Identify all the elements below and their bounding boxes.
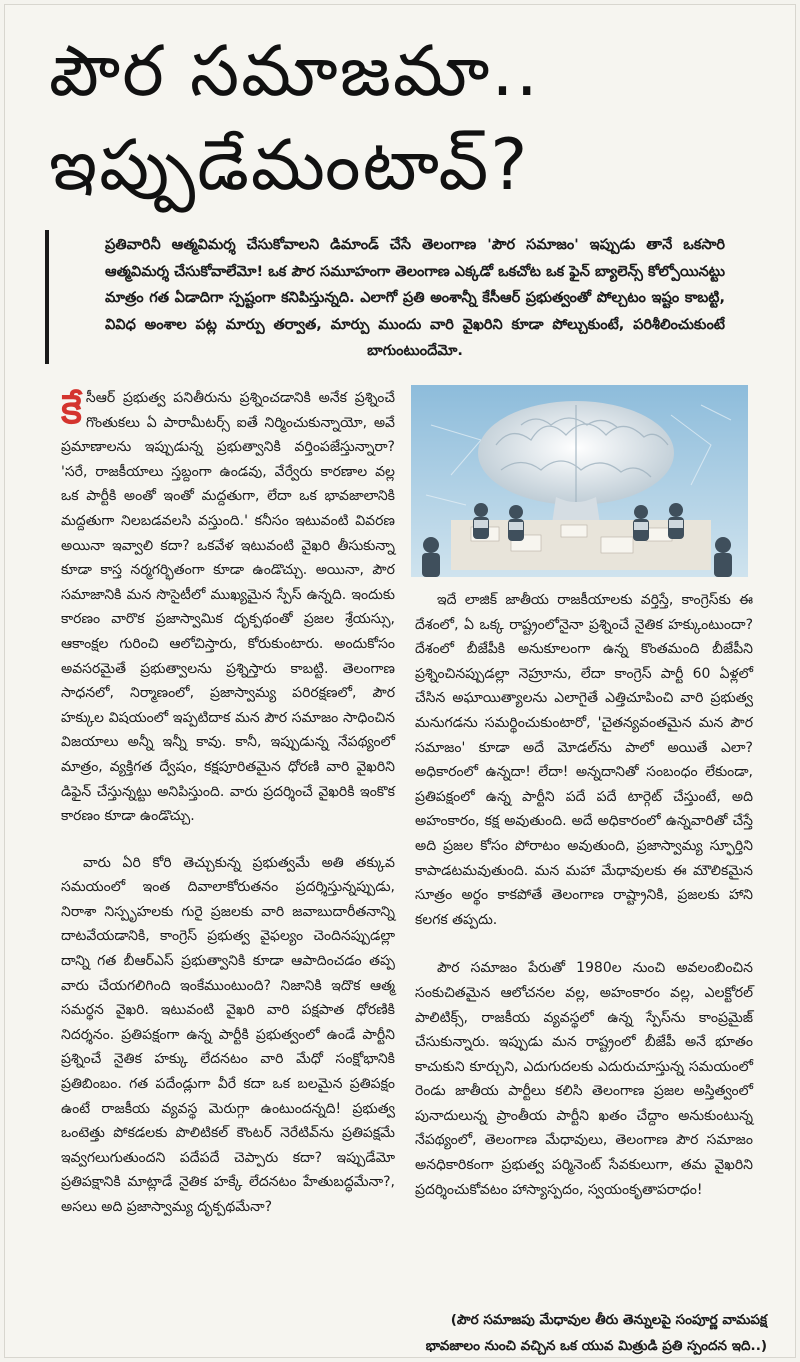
- right-column: [415, 588, 753, 1202]
- drop-cap: కే: [61, 387, 82, 433]
- newspaper-page: [4, 4, 796, 1358]
- intro-text: ప్రతివారినీ ఆత్మవిమర్శ చేసుకోవాలని డిమాండ్ చేసే తెలంగాణ 'పౌర సమాజం' ఇప్పుడు తానే ఒకసారి ఆత్మవిమర్శ చేసుకోవాలేమో! ఒక పౌర సమూహంగా తెలంగాణ ఎక్కడో ఒకచోట ఒక ఫైన్ బ్యాలెన్స్ కోల్పోయినట్టు మాత్రం గత ఏడాదిగా స్పష్టంగా కనిపిస్తున్నది. ఎలాగో ప్రతి అంశాన్నీ కేసీఆర్ ప్రభుత్వంతో పోల్చటం ఇష్టం కాబట్టి, వివిధ అంశాల పట్ల మార్పు తర్వాత, మార్పు ముందు వారి వైఖరిని కూడా పోల్చుకుంటే, పరిశీలించుకుంటే బాగుంటుందేమో.: [105, 237, 725, 359]
- article-photo: [411, 385, 748, 577]
- right-paragraph-2: [415, 956, 753, 1202]
- left-paragraph-2-text: వారు ఏరి కోరి తెచ్చుకున్న ప్రభుత్వమే అతి తక్కువ సమయంలో ఇంత దివాలాకోరుతనం ప్రదర్శిస్తున్నప్పుడు, నిరాశా నిస్పృహలకు గురై ప్రజలకు వారి జవాబుదారీతనాన్ని దాటవేయడానికి, కాంగ్రెస్ ప్రభుత్వ వైఫల్యం చెందినప్పుడల్లా దాన్ని గత బీఆర్ఎస్ ప్రభుత్వానికి కూడా ఆపాదించడం తప్ప వారు చేయగలిగింది ఇంకేముంటుంది? నిజానికి ఇదొక ఆత్మ సమర్థన వైఖరి. ఇటువంటి వైఖరి వారి పక్షపాత ధోరణికి నిదర్శనం. ప్రతిపక్షంగా ఉన్న పార్టీకి ప్రభుత్వంలో ఉండే పార్టీని ప్రశ్నించే నైతిక హక్కు లేదనటం వారి మేధో సంక్షోభానికి ప్రతిబింబం. గత పదేండ్లుగా వీరే కదా ఒక బలమైన ప్రతిపక్షం ఉంటే రాజకీయ వ్యవస్థ మెరుగ్గా ఉంటుందన్నది! ప్రభుత్వ ఒంటెత్తు పోకడలకు పొలిటికల్ కౌంటర్ నెరేటివ్‌ను ప్రతిపక్షమే ఇవ్వగలుగుతుందని పదేపదే చెప్పారు కదా? ఇప్పుడేమో ప్రతిపక్షానికి మాట్లాడే నైతిక హక్కే లేదనటం హేతుబద్ధమేనా?, అసలు అది ప్రజాస్వామ్య దృక్పథమేనా?: [61, 854, 395, 1215]
- intro-accent-bar: [45, 230, 49, 364]
- headline-line-2: ఇప్పుడేమంటావ్?: [49, 124, 530, 206]
- left-paragraph-1: [61, 386, 395, 829]
- right-paragraph-1: [415, 588, 753, 932]
- headline-line-1: పౌర సమాజమా..: [49, 30, 540, 112]
- right-paragraph-1-text: ఇదే లాజిక్ జాతీయ రాజకీయాలకు వర్తిస్తే, కాంగ్రెస్‌కు ఈ దేశంలో, ఏ ఒక్క రాష్ట్రంలోనైనా ప్రశ్నించే నైతిక హక్కుంటుందా? దేశంలో బీజేపీకి అనుకూలంగా ఉన్న కొంతమంది బీజేపీని ప్రశ్నించినప్పుడల్లా నెహ్రూను, లేదా కాంగ్రెస్ పార్టీ 60 ఏళ్లలో చేసిన అఘాయిత్యాలను ఎలాగైతే ఎత్తిచూపించి వారి ప్రభుత్వ మనుగడను సమర్థించుకుంటారో, 'చైతన్యవంతమైన మన పౌర సమాజం' కూడా అదే మోడల్‌ను పాలో అయితే ఎలా? అధికారంలో ఉన్నదా! లేదా! అన్నదానితో సంబంధం లేకుండా, ప్రతిపక్షంలో ఉన్న పార్టీని పదే పదే టార్గెట్ చేస్తుంటే, అది అహంకారం, కక్ష అవుతుంది. అదే అధికారంలో ఉన్నవారితో చేస్తే అది ప్రజల కోసం పోరాటం అవుతుంది, ప్రజాస్వామ్య స్ఫూర్తిని కాపాడటమవుతుంది. మన మహా మేధావులకు ఈ మౌలికమైన సూత్రం అర్థం కాకపోతే తెలంగాణ రాష్ట్రానికి, ప్రజలకు హాని కలగక తప్పదు.: [415, 592, 753, 928]
- right-paragraph-2-text: పౌర సమాజం పేరుతో 1980ల నుంచి అవలంబించిన సంకుచితమైన ఆలోచనల వల్ల, అహంకారం వల్ల, ఎలక్టోరల్ పాలిటిక్స్, రాజకీయ వ్యవస్థలో ఉన్న స్పేస్‌ను కాంప్రమైజ్ చేసుకున్నారు. ఇప్పుడు మన రాష్ట్రంలో బీజేపీ అనే భూతం కాచుకుని కూర్చుని, ఎదుగుదలకు ఎదురుచూస్తున్న సమయంలో రెండు జాతీయ పార్టీలు కలిసి తెలంగాణ ప్రజల అస్తిత్వంలో పునాదులున్న ప్రాంతీయ పార్టీని ఖతం చేద్దాం అనుకుంటున్న నేపథ్యంలో, తెలంగాణ మేధావులు, తెలంగాణ పౌర సమాజం అనధికారికంగా ప్రభుత్వ పర్మినెంట్ సేవకులుగా, తమ వైఖరిని ప్రదర్శించుకోవటం హాస్యాస్పదం, స్వయంకృతాపరాధం!: [415, 960, 753, 1198]
- intro-box: [45, 230, 761, 364]
- left-paragraph-2: [61, 851, 395, 1220]
- left-paragraph-1-text: సీఆర్ ప్రభుత్వ పనితీరును ప్రశ్నించడానికి అనేక ప్రశ్నించే గొంతుకలు ఏ పారామీటర్స్ ఐతే నిర్మించుకున్నాయో, అవే ప్రమాణాలను ఇప్పుడున్న ప్రభుత్వానికి వర్తింపజేస్తున్నారా? 'సరే, రాజకీయాలు స్తబ్దంగా ఉండవు, వేర్వేరు కారణాల వల్ల ఒక పార్టీకి అంతో ఇంతో మద్దతుగా, లేదా ఒక భావజాలానికి మద్దతుగా నిలబడవలసి వస్తుంది.' కనీసం ఇటువంటి వివరణ అయినా ఇవ్వాలి కదా? ఒకవేళ ఇటువంటి వైఖరి తీసుకున్నా కూడా కాస్త నర్మగర్భితంగా కూడా ఉండొచ్చు. అయినా, పౌర సమాజానికి మన సొసైటీలో ముఖ్యమైన స్పేస్ ఉన్నది. ఇందుకు కారణం వారొక ప్రజాస్వామిక దృక్పథంతో ప్రజల శ్రేయస్సు, ఆకాంక్షల గురించి ఆలోచిస్తారు, కోరుకుంటారు. అందుకోసం అవసరమైతే ప్రభుత్వాలను ప్రశ్నిస్తారు కాబట్టి. తెలంగాణ సాధనలో, నిర్మాణంలో, ప్రజాస్వామ్య పరిరక్షణలో, పౌర హక్కుల విషయంలో ఇప్పటిదాక మన పౌర సమాజం సాధించిన విజయాలు అన్నీ ఇన్నీ కావు. కానీ, ఇప్పుడున్న నేపథ్యంలో మాత్రం, వ్యక్తిగత ద్వేషం, కక్షపూరితమైన ధోరణి వారి వైఖరిని డిఫైన్ చేస్తున్నట్టు అనిపిస్తుంది. వారు ప్రదర్శించే వైఖరికి ఇంకొక కారణం కూడా ఉండొచ్చు.: [61, 390, 395, 825]
- brain-cloud-illustration-icon: [411, 385, 748, 577]
- left-column: [61, 386, 395, 1220]
- author-signoff: (పౌర సమాజపు మేధావుల తీరు తెన్నులపై సంపూర్ణ వామపక్ష భావజాలం నుంచి వచ్చిన ఒక యువ మిత్రుడి ప్రతి స్పందన ఇది..): [425, 1312, 767, 1354]
